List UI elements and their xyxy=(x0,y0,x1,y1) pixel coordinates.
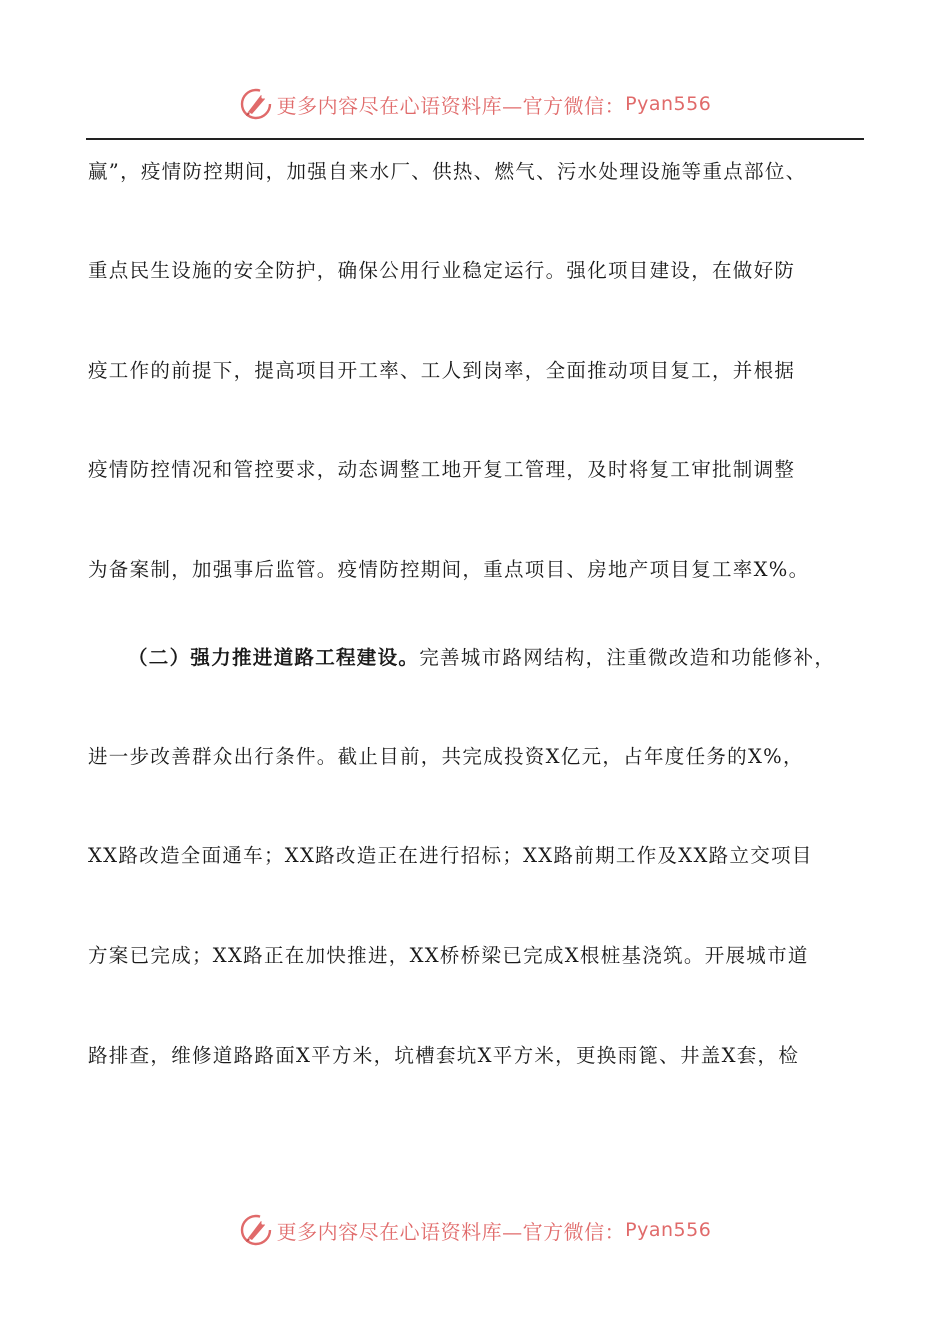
body-line: 疫工作的前提下，提高项目开工率、工人到岗率，全面推动项目复工，并根据 xyxy=(88,359,796,382)
header-divider xyxy=(86,138,864,140)
watermark-wechat-id: Pyan556 xyxy=(625,93,712,115)
watermark-wechat-id: Pyan556 xyxy=(625,1219,712,1241)
section-heading: （二）强力推进道路工程建设。 xyxy=(128,646,420,669)
pen-nib-logo-icon xyxy=(239,87,273,121)
body-line: 赢”，疫情防控期间，加强自来水厂、供热、燃气、污水处理设施等重点部位、 xyxy=(88,160,807,183)
header-watermark xyxy=(0,84,950,124)
body-line: XX路改造全面通车；XX路改造正在进行招标；XX路前期工作及XX路立交项目 xyxy=(88,844,813,867)
body-line: 方案已完成；XX路正在加快推进，XX桥桥梁已完成X根桩基浇筑。开展城市道 xyxy=(88,944,809,967)
body-line: 进一步改善群众出行条件。截止目前，共完成投资X亿元，占年度任务的X%， xyxy=(88,745,804,768)
body-line: 为备案制，加强事后监管。疫情防控期间，重点项目、房地产项目复工率X%。 xyxy=(88,558,810,581)
body-line: 疫情防控情况和管控要求，动态调整工地开复工管理，及时将复工审批制调整 xyxy=(88,458,796,481)
footer-watermark xyxy=(0,1210,950,1250)
pen-nib-logo-icon xyxy=(239,1213,273,1247)
body-line: 重点民生设施的安全防护，确保公用行业稳定运行。强化项目建设，在做好防 xyxy=(88,259,796,282)
body-line: 路排查，维修道路路面X平方米，坑槽套坑X平方米，更换雨篦、井盖X套，检 xyxy=(88,1044,800,1067)
watermark-text: 更多内容尽在心语资料库—官方微信： xyxy=(276,1219,626,1244)
section-heading-line: （二）强力推进道路工程建设。完善城市路网结构，注重微改造和功能修补， xyxy=(128,646,836,669)
watermark-text: 更多内容尽在心语资料库—官方微信： xyxy=(276,93,626,118)
